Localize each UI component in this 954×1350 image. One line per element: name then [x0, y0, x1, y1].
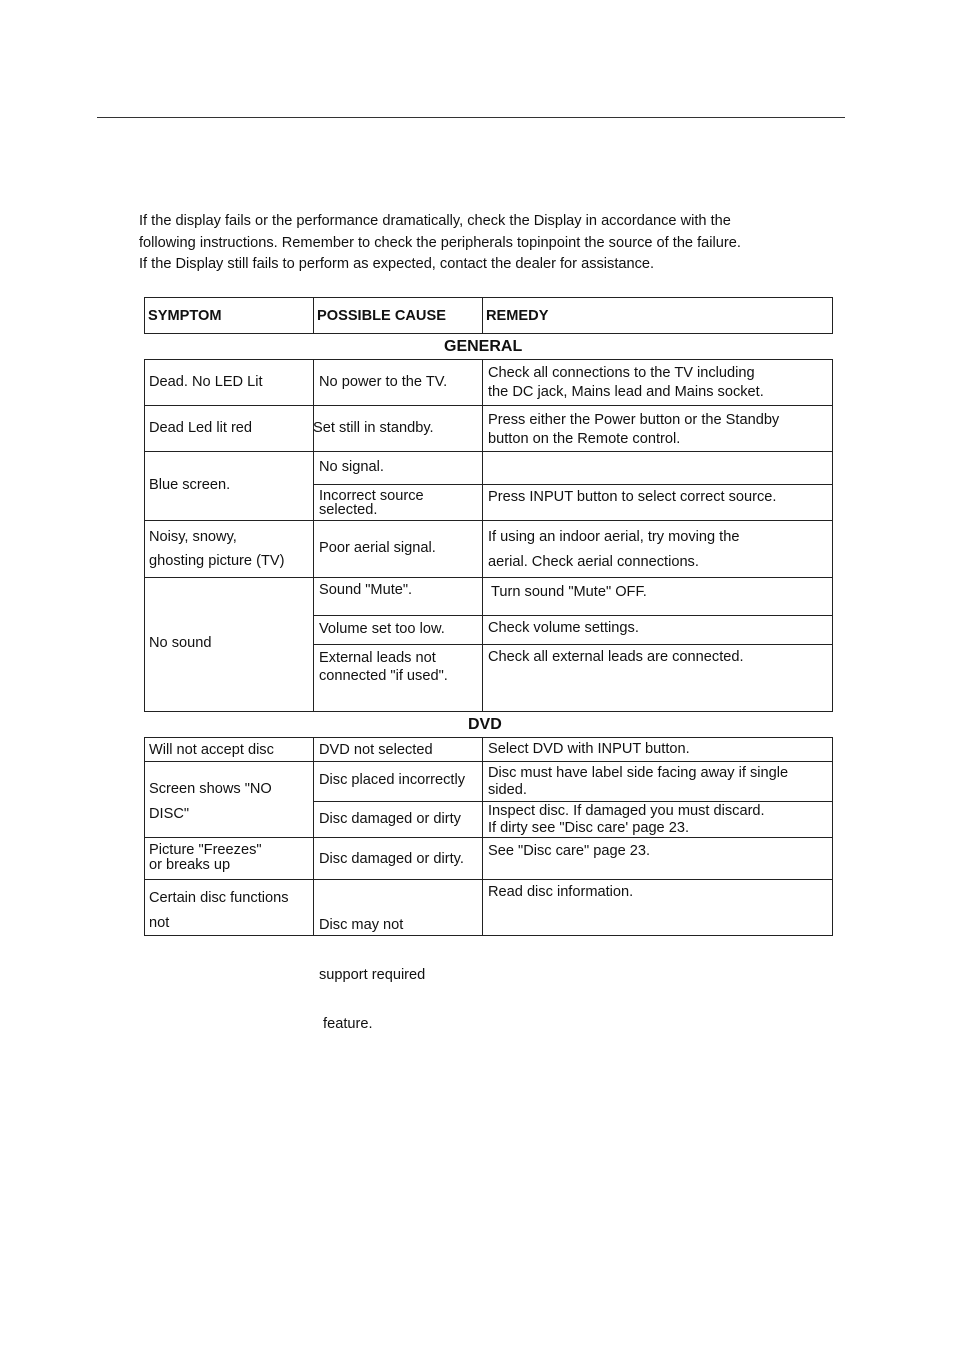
general-cause-external-leads: [319, 649, 448, 685]
general-symptom-noisy: [149, 525, 284, 573]
general-symptom-dead-no-led: Dead. No LED Lit: [149, 374, 263, 390]
general-remedy-press-input: Press INPUT button to select correct source.: [488, 489, 777, 505]
general-cause-no-power: No power to the TV.: [319, 374, 448, 390]
dvd-cause-not-selected: DVD not selected: [319, 742, 433, 758]
symptom-line: DISC": [149, 806, 190, 822]
general-cause-mute: Sound "Mute".: [319, 582, 413, 598]
symptom-line: Picture "Freezes": [149, 842, 262, 858]
dvd-cause-not-support: [319, 884, 425, 1066]
intro-line: If the display fails or the performance dramatically, check the Display in accordance with the: [139, 213, 731, 229]
header-rule: [97, 117, 845, 118]
symptom-line: Noisy, snowy,: [149, 529, 237, 545]
dvd-remedy-select-dvd: Select DVD with INPUT button.: [488, 741, 690, 757]
cause-line: External leads not: [319, 650, 436, 666]
remedy-line: If using an indoor aerial, try moving the: [488, 529, 740, 545]
dvd-remedy-read-info: Read disc information.: [488, 884, 634, 900]
intro-line: If the Display still fails to perform as expected, contact the dealer for assistance.: [139, 256, 655, 272]
symptom-line: Certain disc functions: [149, 890, 289, 906]
dvd-cause-damaged: Disc damaged or dirty: [319, 811, 461, 827]
dvd-remedy-disc-care: See "Disc care" page 23.: [488, 843, 651, 859]
symptom-line: Screen shows "NO: [149, 781, 272, 797]
general-remedy-check-volume: Check volume settings.: [488, 620, 639, 636]
general-cause-poor-aerial: Poor aerial signal.: [319, 540, 436, 556]
general-symptom-dead-led-red: Dead Led lit red: [149, 420, 253, 436]
section-title-dvd: DVD: [468, 716, 502, 733]
general-cause-standby: Set still in standby.: [313, 420, 434, 436]
remedy-line: Check all connections to the TV including: [488, 365, 755, 381]
remedy-line: button on the Remote control.: [488, 431, 681, 447]
symptom-line: or breaks up: [149, 857, 231, 873]
general-remedy-aerial: [488, 525, 739, 575]
dvd-symptom-no-disc: [149, 777, 272, 827]
dvd-remedy-label-side: [488, 765, 788, 799]
dvd-remedy-inspect: [488, 803, 765, 837]
cause-line: selected.: [319, 502, 378, 518]
dvd-cause-placed-incorrectly: Disc placed incorrectly: [319, 772, 465, 788]
header-remedy: REMEDY: [486, 308, 549, 324]
general-remedy-check-leads: Check all external leads are connected.: [488, 649, 744, 665]
remedy-line: aerial. Check aerial connections.: [488, 554, 699, 570]
section-title-general: GENERAL: [444, 338, 523, 355]
remedy-line: the DC jack, Mains lead and Mains socket.: [488, 384, 764, 400]
remedy-line: Inspect disc. If damaged you must discard.: [488, 803, 765, 819]
dvd-symptom-not-accept: Will not accept disc: [149, 742, 274, 758]
intro-paragraph: [139, 211, 839, 276]
remedy-line: sided.: [488, 782, 527, 798]
general-cause-volume-low: Volume set too low.: [319, 621, 445, 637]
header-symptom: SYMPTOM: [148, 308, 222, 324]
cause-line: feature.: [319, 1016, 373, 1032]
dvd-symptom-freezes: [149, 843, 262, 873]
remedy-line: Disc must have label side facing away if single: [488, 765, 789, 781]
cause-line: connected "if used".: [319, 668, 448, 684]
intro-line: following instructions. Remember to check the peripherals topinpoint the source of the failure.: [139, 234, 741, 251]
general-symptom-blue-screen: Blue screen.: [149, 477, 231, 493]
general-symptom-no-sound: No sound: [149, 635, 212, 651]
general-remedy-check-connections: [488, 364, 764, 402]
general-remedy-press-power: [488, 411, 779, 449]
remedy-line: Press either the Power button or the Standby: [488, 412, 780, 428]
cause-line: support required: [319, 966, 426, 983]
remedy-line: If dirty see "Disc care' page 23.: [488, 820, 690, 836]
general-cause-incorrect-source: [319, 489, 424, 517]
dvd-symptom-certain-functions: [149, 886, 289, 936]
dvd-cause-damaged-dirty: Disc damaged or dirty.: [319, 851, 464, 867]
table-header-row: [144, 297, 833, 334]
header-cause: POSSIBLE CAUSE: [317, 308, 446, 324]
cause-line: Disc may not: [319, 917, 404, 933]
general-remedy-mute-off: Turn sound "Mute" OFF.: [491, 584, 647, 600]
symptom-line: not: [149, 915, 170, 931]
cause-line: Incorrect source: [319, 488, 424, 504]
general-cause-no-signal: No signal.: [319, 459, 384, 475]
symptom-line: ghosting picture (TV): [149, 553, 285, 569]
